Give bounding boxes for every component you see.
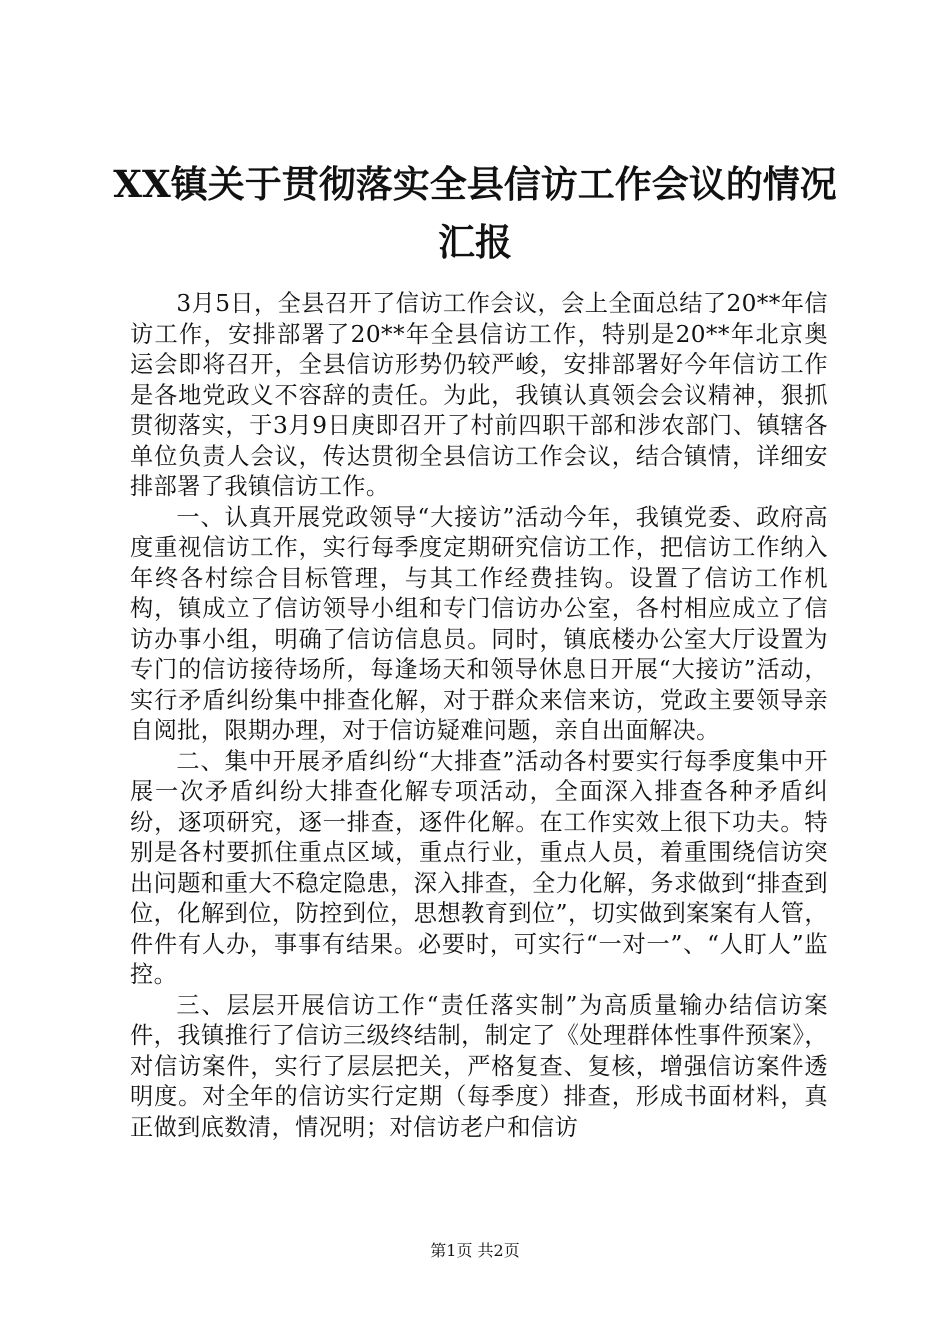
document-title-line-1: XX镇关于贯彻落实全县信访工作会议的情况 (113, 162, 837, 206)
paragraph-intro: 3月5日，全县召开了信访工作会议，会上全面总结了20**年信访工作，安排部署了20**年全县信访工作，特别是20**年北京奥运会即将召开，全县信访形势仍较严峻，安排部署好今年信访工作是各地党政义不容辞的责任。为此，我镇认真领会会议精神，狠抓贯彻落实，于3月9日庚即召开了村前四职干部和涉农部门、镇辖各单位负责人会议，传达贯彻全县信访工作会议，结合镇情，详细安排部署了我镇信访工作。 (130, 290, 828, 500)
document-body (130, 289, 828, 1143)
paragraph-section-1: 一、认真开展党政领导“大接访”活动今年，我镇党委、政府高度重视信访工作，实行每季度定期研究信访工作，把信访工作纳入年终各村综合目标管理，与其工作经费挂钩。设置了信访工作机构，镇成立了信访领导小组和专门信访办公室，各村相应成立了信访办事小组，明确了信访信息员。同时，镇底楼办公室大厅设置为专门的信访接待场所，每逢场天和领导休息日开展“大接访”活动，实行矛盾纠纷集中排查化解，对于群众来信来访，党政主要领导亲自阅批，限期办理，对于信访疑难问题，亲自出面解决。 (130, 503, 828, 744)
document-title-line-2: 汇报 (438, 220, 512, 264)
paragraph-section-3: 三、层层开展信访工作“责任落实制”为高质量输办结信访案件，我镇推行了信访三级终结制，制定了《处理群体性事件预案》，对信访案件，实行了层层把关，严格复查、复核，增强信访案件透明度。对全年的信访实行定期（每季度）排查，形成书面材料，真正做到底数清，情况明；对信访老户和信访 (130, 991, 828, 1141)
paragraph-section-2: 二、集中开展矛盾纠纷“大排查”活动各村要实行每季度集中开展一次矛盾纠纷大排查化解专项活动，全面深入排查各种矛盾纠纷，逐项研究，逐一排查，逐件化解。在工作实效上很下功夫。特别是各村要抓住重点区域，重点行业，重点人员，着重围绕信访突出问题和重大不稳定隐患，深入排查，全力化解，务求做到“排查到位，化解到位，防控到位，思想教育到位”，切实做到案案有人管，件件有人办，事事有结果。必要时，可实行“一对一”、“人盯人”监控。 (130, 747, 828, 988)
page-footer: 第1页 共2页 (430, 1241, 520, 1260)
